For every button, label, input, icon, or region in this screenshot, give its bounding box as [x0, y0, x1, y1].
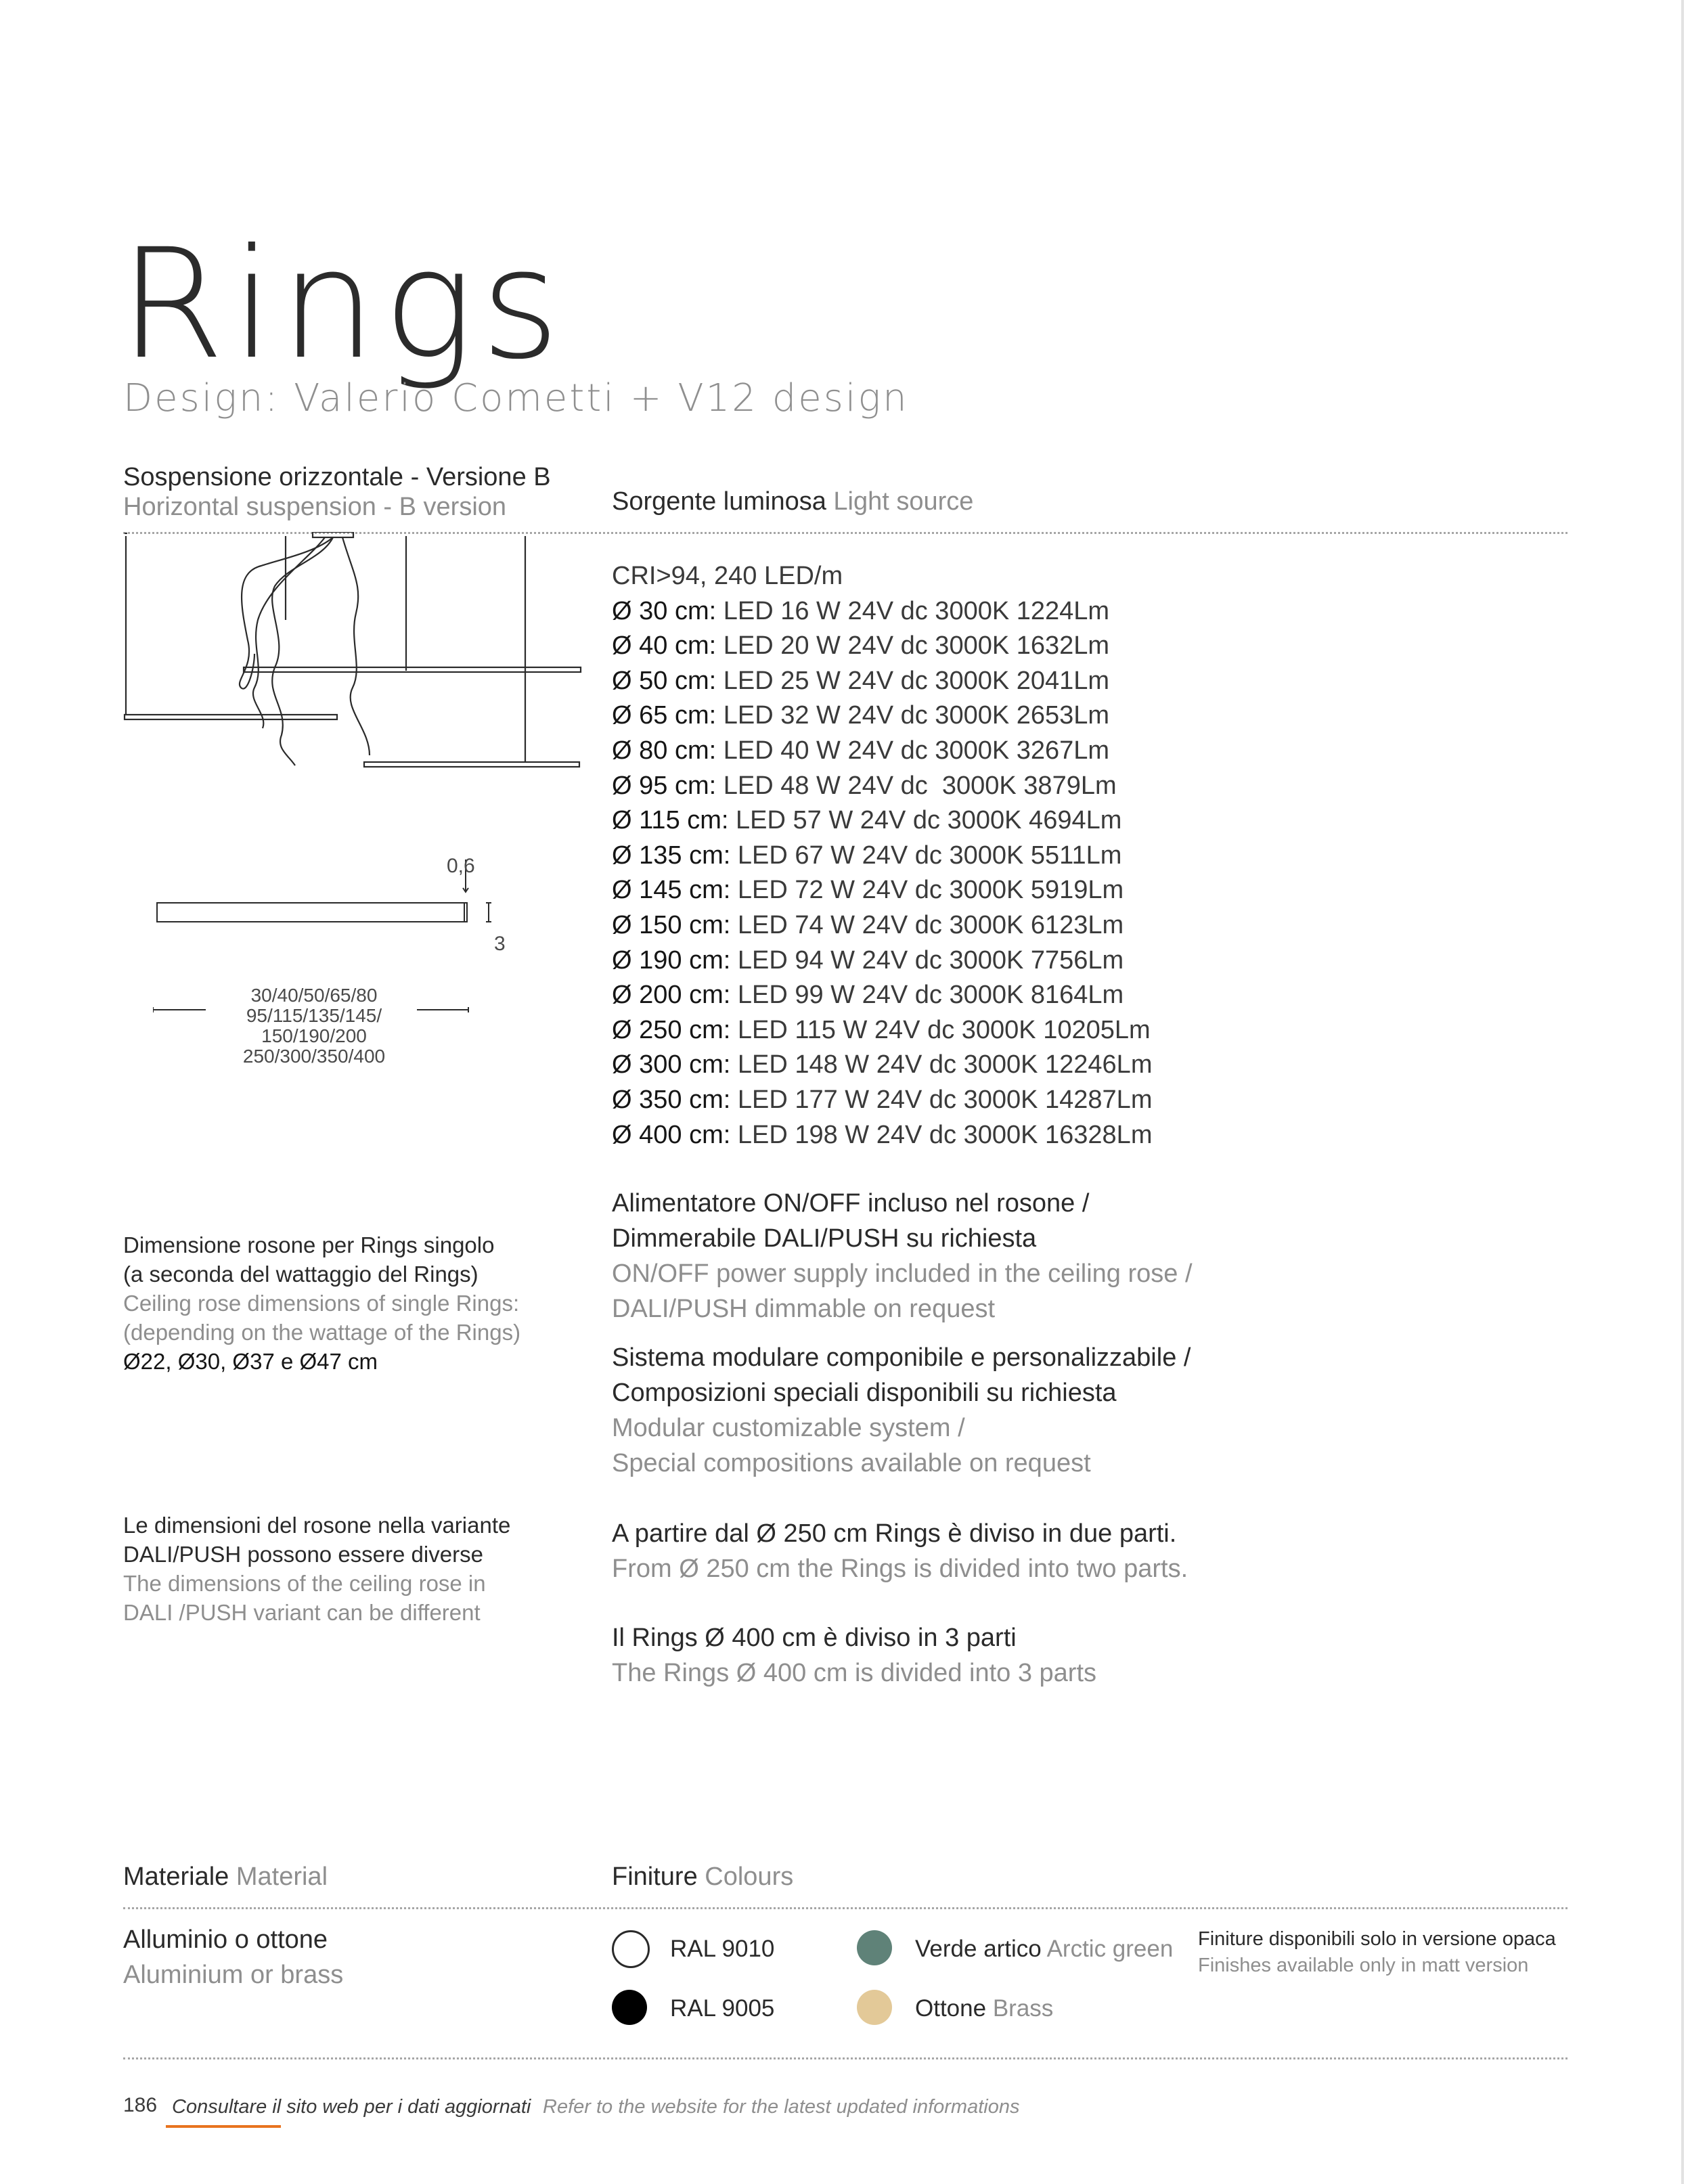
spec-row — [612, 734, 1152, 769]
rose-it-2: (a seconda del wattaggio del Rings) — [123, 1262, 479, 1287]
division-250-note — [612, 1516, 1188, 1586]
footer-note-en: Refer to the website for the latest updated informations — [543, 2096, 1020, 2118]
dali-en-1: The dimensions of the ceiling rose in — [123, 1571, 486, 1596]
diameter-line-3: 150/190/200 — [261, 1025, 367, 1046]
rose-en-2: (depending on the wattage of the Rings) — [123, 1320, 521, 1345]
modular-it-2: Composizioni speciali disponibili su richiesta — [612, 1379, 1117, 1407]
swatch-arctic-green — [857, 1930, 892, 1965]
material-dotted-divider — [123, 1907, 1567, 1909]
finishes-note — [1198, 1926, 1556, 1979]
product-title: Rings — [119, 216, 566, 393]
spec-row — [612, 839, 1152, 874]
swatch-ral-9010 — [612, 1930, 650, 1968]
swatch-ral-9005-label: RAL 9005 — [670, 1995, 775, 2022]
spec-value: LED 94 W 24V dc 3000K 7756Lm — [730, 945, 1124, 975]
power-supply-it-1: Alimentatore ON/OFF incluso nel rosone / — [612, 1189, 1090, 1218]
spec-size: Ø 65 cm: — [612, 701, 717, 730]
spec-size: Ø 95 cm: — [612, 771, 717, 800]
spec-row — [612, 629, 1152, 664]
spec-size: Ø 300 cm: — [612, 1050, 731, 1079]
swatch-ral-9010-label: RAL 9010 — [670, 1936, 775, 1962]
diameter-line-2: 95/115/135/145/ — [246, 1005, 382, 1026]
spec-size: Ø 200 cm: — [612, 981, 731, 1010]
spec-row — [612, 664, 1152, 699]
spec-value: LED 72 W 24V dc 3000K 5919Lm — [730, 876, 1124, 905]
footer-accent-bar — [166, 2125, 281, 2128]
spec-value: LED 74 W 24V dc 3000K 6123Lm — [730, 910, 1124, 939]
spec-value: LED 177 W 24V dc 3000K 14287Lm — [730, 1085, 1153, 1114]
swatch-arctic-green-label: Verde artico Arctic green — [915, 1936, 1174, 1962]
material-title-it: Materiale — [123, 1863, 229, 1891]
finishes-note-en: Finishes available only in matt version — [1198, 1955, 1529, 1976]
spec-value: LED 99 W 24V dc 3000K 8164Lm — [730, 981, 1124, 1010]
spec-size: Ø 145 cm: — [612, 876, 731, 905]
dali-rose-note — [123, 1511, 510, 1627]
suspension-drawing — [119, 532, 586, 769]
spec-value: LED 40 W 24V dc 3000K 3267Lm — [716, 736, 1110, 765]
spec-row — [612, 1048, 1152, 1083]
spec-row — [612, 978, 1152, 1013]
power-supply-en-2: DALI/PUSH dimmable on request — [612, 1295, 996, 1323]
spec-value: LED 16 W 24V dc 3000K 1224Lm — [716, 596, 1110, 625]
modular-note — [612, 1340, 1191, 1481]
spec-value: LED 198 W 24V dc 3000K 16328Lm — [730, 1120, 1153, 1149]
spec-size: Ø 350 cm: — [612, 1085, 731, 1114]
material-heading — [123, 1863, 328, 1892]
light-source-title-it: Sorgente luminosa — [612, 487, 826, 516]
spec-size: Ø 50 cm: — [612, 666, 717, 695]
swatch-brass — [857, 1990, 892, 2025]
division-250-it: A partire dal Ø 250 cm Rings è diviso in due parti. — [612, 1519, 1177, 1548]
spec-value: LED 32 W 24V dc 3000K 2653Lm — [716, 701, 1110, 730]
spec-row — [612, 594, 1152, 629]
dali-it-1: Le dimensioni del rosone nella variante — [123, 1513, 511, 1538]
spec-size: Ø 135 cm: — [612, 841, 731, 870]
spec-value: LED 115 W 24V dc 3000K 10205Lm — [730, 1015, 1151, 1044]
designer-credit: Design: Valerio Cometti + V12 design — [123, 376, 909, 420]
spec-size: Ø 30 cm: — [612, 596, 717, 625]
division-400-note — [612, 1620, 1096, 1691]
division-250-en: From Ø 250 cm the Rings is divided into two parts. — [612, 1555, 1188, 1583]
swatch-brass-label: Ottone Brass — [915, 1995, 1054, 2022]
colours-title-it: Finiture — [612, 1863, 698, 1891]
spec-size: Ø 150 cm: — [612, 910, 731, 939]
division-400-it: Il Rings Ø 400 cm è diviso in 3 parti — [612, 1624, 1017, 1652]
spec-row — [612, 873, 1152, 908]
section-heading — [123, 463, 551, 522]
spec-value: LED 148 W 24V dc 3000K 12246Lm — [730, 1050, 1153, 1079]
led-spec-list — [612, 559, 1152, 1153]
profile-thickness: 0,6 — [447, 855, 475, 877]
diameter-labels — [213, 985, 416, 1067]
swatch-ral-9005 — [612, 1990, 647, 2025]
light-source-title-en: Light source — [833, 487, 974, 516]
modular-it-1: Sistema modulare componibile e personalizzabile / — [612, 1343, 1191, 1372]
page-edge-line — [1681, 0, 1684, 2184]
dali-it-2: DALI/PUSH possono essere diverse — [123, 1542, 483, 1567]
footer-note-it: Consultare il sito web per i dati aggiornati — [172, 2096, 531, 2118]
spec-size: Ø 115 cm: — [612, 806, 729, 835]
power-supply-it-2: Dimmerabile DALI/PUSH su richiesta — [612, 1224, 1037, 1253]
material-value-it: Alluminio o ottone — [123, 1925, 328, 1954]
rose-dimension-note — [123, 1230, 520, 1376]
colours-heading — [612, 1863, 793, 1892]
spec-row — [612, 1013, 1152, 1048]
material-value — [123, 1922, 343, 1992]
spec-row — [612, 943, 1152, 979]
spec-row — [612, 908, 1152, 943]
rose-it-1: Dimensione rosone per Rings singolo — [123, 1232, 495, 1257]
spec-row — [612, 698, 1152, 734]
spec-size: Ø 80 cm: — [612, 736, 717, 765]
profile-height: 3 — [494, 933, 506, 955]
modular-en-1: Modular customizable system / — [612, 1414, 965, 1442]
rose-values: Ø22, Ø30, Ø37 e Ø47 cm — [123, 1349, 378, 1374]
division-400-en: The Rings Ø 400 cm is divided into 3 parts — [612, 1659, 1097, 1687]
section-heading-it: Sospensione orizzontale - Versione B — [123, 463, 551, 491]
spec-size: Ø 40 cm: — [612, 631, 717, 661]
rose-en-1: Ceiling rose dimensions of single Rings: — [123, 1291, 520, 1316]
material-title-en: Material — [236, 1863, 328, 1891]
modular-en-2: Special compositions available on request — [612, 1449, 1091, 1477]
footer-dotted-divider — [123, 2057, 1567, 2059]
spec-size: Ø 250 cm: — [612, 1015, 731, 1044]
section-heading-en: Horizontal suspension - B version — [123, 492, 507, 521]
material-value-en: Aluminium or brass — [123, 1961, 344, 1989]
spec-value: LED 20 W 24V dc 3000K 1632Lm — [716, 631, 1110, 661]
spec-value: LED 25 W 24V dc 3000K 2041Lm — [716, 666, 1110, 695]
power-supply-en-1: ON/OFF power supply included in the ceiling rose / — [612, 1260, 1193, 1288]
spec-row — [612, 803, 1152, 839]
page-number: 186 — [123, 2094, 158, 2116]
dali-en-2: DALI /PUSH variant can be different — [123, 1600, 481, 1625]
spec-row — [612, 1118, 1152, 1153]
diameter-line-1: 30/40/50/65/80 — [250, 985, 378, 1006]
spec-size: Ø 190 cm: — [612, 945, 731, 975]
spec-size: Ø 400 cm: — [612, 1120, 731, 1149]
spec-value: LED 67 W 24V dc 3000K 5511Lm — [730, 841, 1122, 870]
spec-row — [612, 769, 1152, 804]
colours-title-en: Colours — [705, 1863, 794, 1891]
spec-row — [612, 1083, 1152, 1118]
spec-value: LED 48 W 24V dc 3000K 3879Lm — [716, 771, 1117, 800]
light-source-heading — [612, 487, 973, 517]
diameter-line-4: 250/300/350/400 — [242, 1046, 386, 1067]
cri-line: CRI>94, 240 LED/m — [612, 562, 843, 590]
spec-value: LED 57 W 24V dc 3000K 4694Lm — [728, 806, 1122, 835]
power-supply-note — [612, 1186, 1193, 1327]
finishes-note-it: Finiture disponibili solo in versione opaca — [1198, 1928, 1556, 1950]
